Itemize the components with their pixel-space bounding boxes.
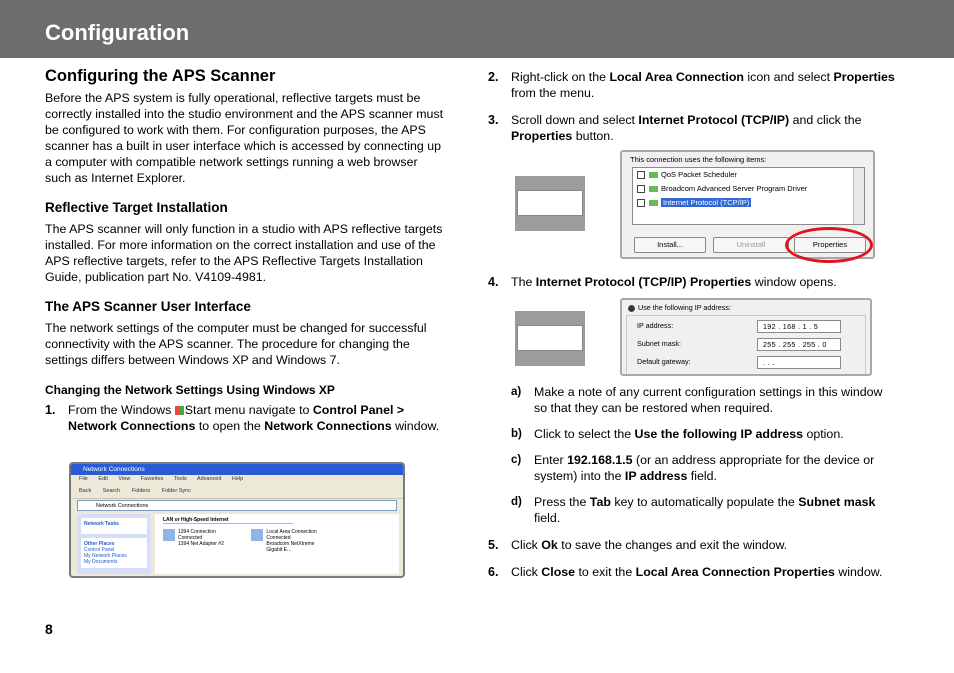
subnet-mask-field[interactable]: 255 . 255 . 255 . 0 [757,338,841,351]
step-2 [488,69,898,101]
step-1 [45,402,445,434]
back-button[interactable]: Back [79,488,92,494]
address-value: Network Connections [96,503,149,509]
windows-flag-icon [175,406,184,415]
step-bold: Network Connections [264,419,392,433]
network-icon [163,529,175,541]
other-places-panel[interactable] [81,538,147,568]
sub-step-letter: b) [511,428,522,440]
step-text: to open the [195,419,265,433]
sub-step-bold: Use the following IP address [634,427,804,441]
intro-paragraph: Before the APS system is fully operational, reflective targets must be correctly installed into the studio environment and the APS scanner must be configured to work with them. For configuration purposes, the APS scanner has a built in user interface which is accessed by connecting up a computer with compatible network settings running a web browser such as Internet Explorer. [45,91,444,185]
tcpip-properties-screenshot [620,298,872,376]
sub-step-text: key to automatically populate the [610,495,799,509]
step-3 [488,112,898,144]
folder-sync-button[interactable]: Folder Sync [161,488,191,494]
left-column [45,68,445,434]
network-connections-screenshot [69,462,405,578]
menu-item[interactable]: Tools [173,476,187,482]
step-text: Click [511,538,542,552]
step-text: window. [391,419,440,433]
radio-icon [628,305,635,312]
default-gateway-label: Default gateway: [637,357,691,366]
side-link[interactable]: My Documents [84,559,118,565]
step-5 [488,537,898,553]
props-header: This connection uses the following items: [630,155,767,164]
subnet-mask-label: Subnet mask: [637,339,681,348]
step-text: Right-click on the [511,70,610,84]
ip-address-field[interactable]: 192 . 168 . 1 . 5 [757,320,841,333]
menu-item[interactable]: Help [231,476,244,482]
step-text: The [511,275,536,289]
step-bold: Control Panel > Network Connections [68,403,405,433]
dialog-backdrop-field [517,325,583,351]
step-text: From the Windows [68,403,175,417]
sub-step-letter: d) [511,496,522,508]
ui-paragraph: The network settings of the computer must be changed for successful connectivity with the APS scanner. The procedure for changing the settings differs between Windows XP and Windows 7. [45,321,427,367]
step-number: 2. [488,70,499,84]
step-text: window opens. [751,275,837,289]
step-bold: Internet Protocol (TCP/IP) Properties [535,275,752,289]
highlight-ellipse [785,227,873,263]
step-text: from the menu. [511,86,595,100]
sub-step-d [488,494,898,526]
step-bold: Properties [511,129,573,143]
conn-name: Local Area Connection [266,529,317,535]
step-number: 5. [488,538,499,552]
step-6 [488,564,898,580]
components-list [632,167,865,225]
checkbox-icon[interactable] [637,171,645,179]
folders-button[interactable]: Folders [131,488,151,494]
sub-step-bold: IP address [624,469,688,483]
step-text: Start menu navigate to [184,403,313,417]
sub-step-b [488,426,898,442]
step-text: to exit the [575,565,636,579]
xp-side-pane [77,514,151,574]
network-tasks-panel[interactable]: Network Tasks [81,518,147,534]
xp-toolbar [71,484,403,499]
sub-step-text: Press the [534,495,590,509]
conn-device: 1394 Net Adapter #2 [178,541,224,547]
xp-menu-bar [71,475,403,484]
menu-item[interactable]: File [79,476,88,482]
menu-item[interactable]: Favorites [140,476,164,482]
checkbox-icon[interactable] [637,199,645,207]
list-item[interactable] [633,182,864,196]
page-title: Configuration [45,20,190,45]
reflective-heading: Reflective Target Installation [45,200,228,215]
checkbox-icon[interactable] [637,185,645,193]
sub-step-a [488,384,898,416]
page-number: 8 [45,621,53,637]
menu-item[interactable]: Edit [98,476,108,482]
section-title: Configuring the APS Scanner [45,67,276,85]
sub-step-text: Enter [534,453,568,467]
sub-step-letter: c) [511,454,522,466]
sub-step-text: (or an address appropriate for the device or system) into the [534,453,875,483]
step-number: 3. [488,113,499,127]
sub-step-letter: a) [511,386,522,398]
address-bar[interactable] [77,500,397,511]
default-gateway-field[interactable]: . . . [757,356,841,369]
list-item-label: QoS Packet Scheduler [661,170,737,179]
step-text: button. [572,129,614,143]
xp-title-bar: Network Connections [71,464,403,475]
scrollbar[interactable] [853,168,864,224]
ip-address-label: IP address: [637,321,674,330]
sub-step-text: field. [534,511,561,525]
xp-heading: Changing the Network Settings Using Windows XP [45,383,335,397]
list-item-selected[interactable] [633,196,864,210]
step-text: icon and select [743,70,834,84]
connection-local-area[interactable] [251,529,324,553]
xp-main-pane [155,514,399,574]
step-bold: Close [541,565,576,579]
step-number: 6. [488,565,499,579]
reflective-paragraph: The APS scanner will only function in a studio with APS reflective targets installed. For more information on the correct installation and use of the APS reflective targets, refer to the APS Reflective Targets Installation Guide, publication part No. V4109-4981. [45,222,443,284]
step-text: window. [834,565,883,579]
component-icon [649,172,658,178]
properties-button[interactable]: Properties [794,237,866,253]
conn-status: Connected [266,535,291,541]
component-icon [649,200,658,206]
uninstall-button[interactable]: Uninstall [713,237,789,253]
other-places-title: Other Places [84,541,115,547]
step-text: Scroll down and select [511,113,639,127]
menu-item[interactable]: View [118,476,131,482]
side-link[interactable]: My Network Places [84,553,127,559]
step-bold: Properties [833,70,895,84]
use-following-ip-radio[interactable] [622,300,870,315]
sub-step-text: Make a note of any current configuration settings in this window so that they can be restored when required. [534,385,883,415]
network-icon [251,529,263,541]
list-item-label: Broadcom Advanced Server Program Driver [661,184,808,193]
sub-step-bold: 192.168.1.5 [567,453,633,467]
step-number: 4. [488,275,499,289]
conn-name: 1394 Connection [178,529,216,535]
conn-device: Broadcom NetXtreme Gigabit E... [266,541,315,553]
sub-step-c [488,452,898,484]
radio-label: Use the following IP address: [638,303,731,312]
step-bold: Local Area Connection [609,70,744,84]
search-button[interactable]: Search [102,488,121,494]
sub-step-text: field. [687,469,717,483]
ip-settings-frame [626,315,866,375]
step-text: and click the [789,113,862,127]
dialog-backdrop-field [517,190,583,216]
step-bold: Local Area Connection Properties [635,565,835,579]
group-heading: LAN or High-Speed Internet [163,517,293,524]
sub-step-text: option. [803,427,844,441]
step-text: to save the changes and exit the window. [557,538,788,552]
side-link[interactable]: Control Panel [84,547,115,553]
list-item-label: Internet Protocol (TCP/IP) [663,198,750,207]
install-button[interactable]: Install... [634,237,706,253]
ui-heading: The APS Scanner User Interface [45,299,251,314]
component-icon [649,186,658,192]
step-bold: Internet Protocol (TCP/IP) [638,113,790,127]
sub-step-bold: Subnet mask [798,495,876,509]
list-item[interactable] [633,168,864,182]
conn-status: Connected [178,535,203,541]
connection-1394[interactable] [163,529,236,547]
step-bold: Ok [541,538,558,552]
step-text: Click [511,565,542,579]
sub-step-bold: Tab [589,495,611,509]
step-number: 1. [45,403,56,417]
sub-step-text: Click to select the [534,427,635,441]
step-4 [488,274,898,290]
menu-item[interactable]: Advanced [196,476,222,482]
